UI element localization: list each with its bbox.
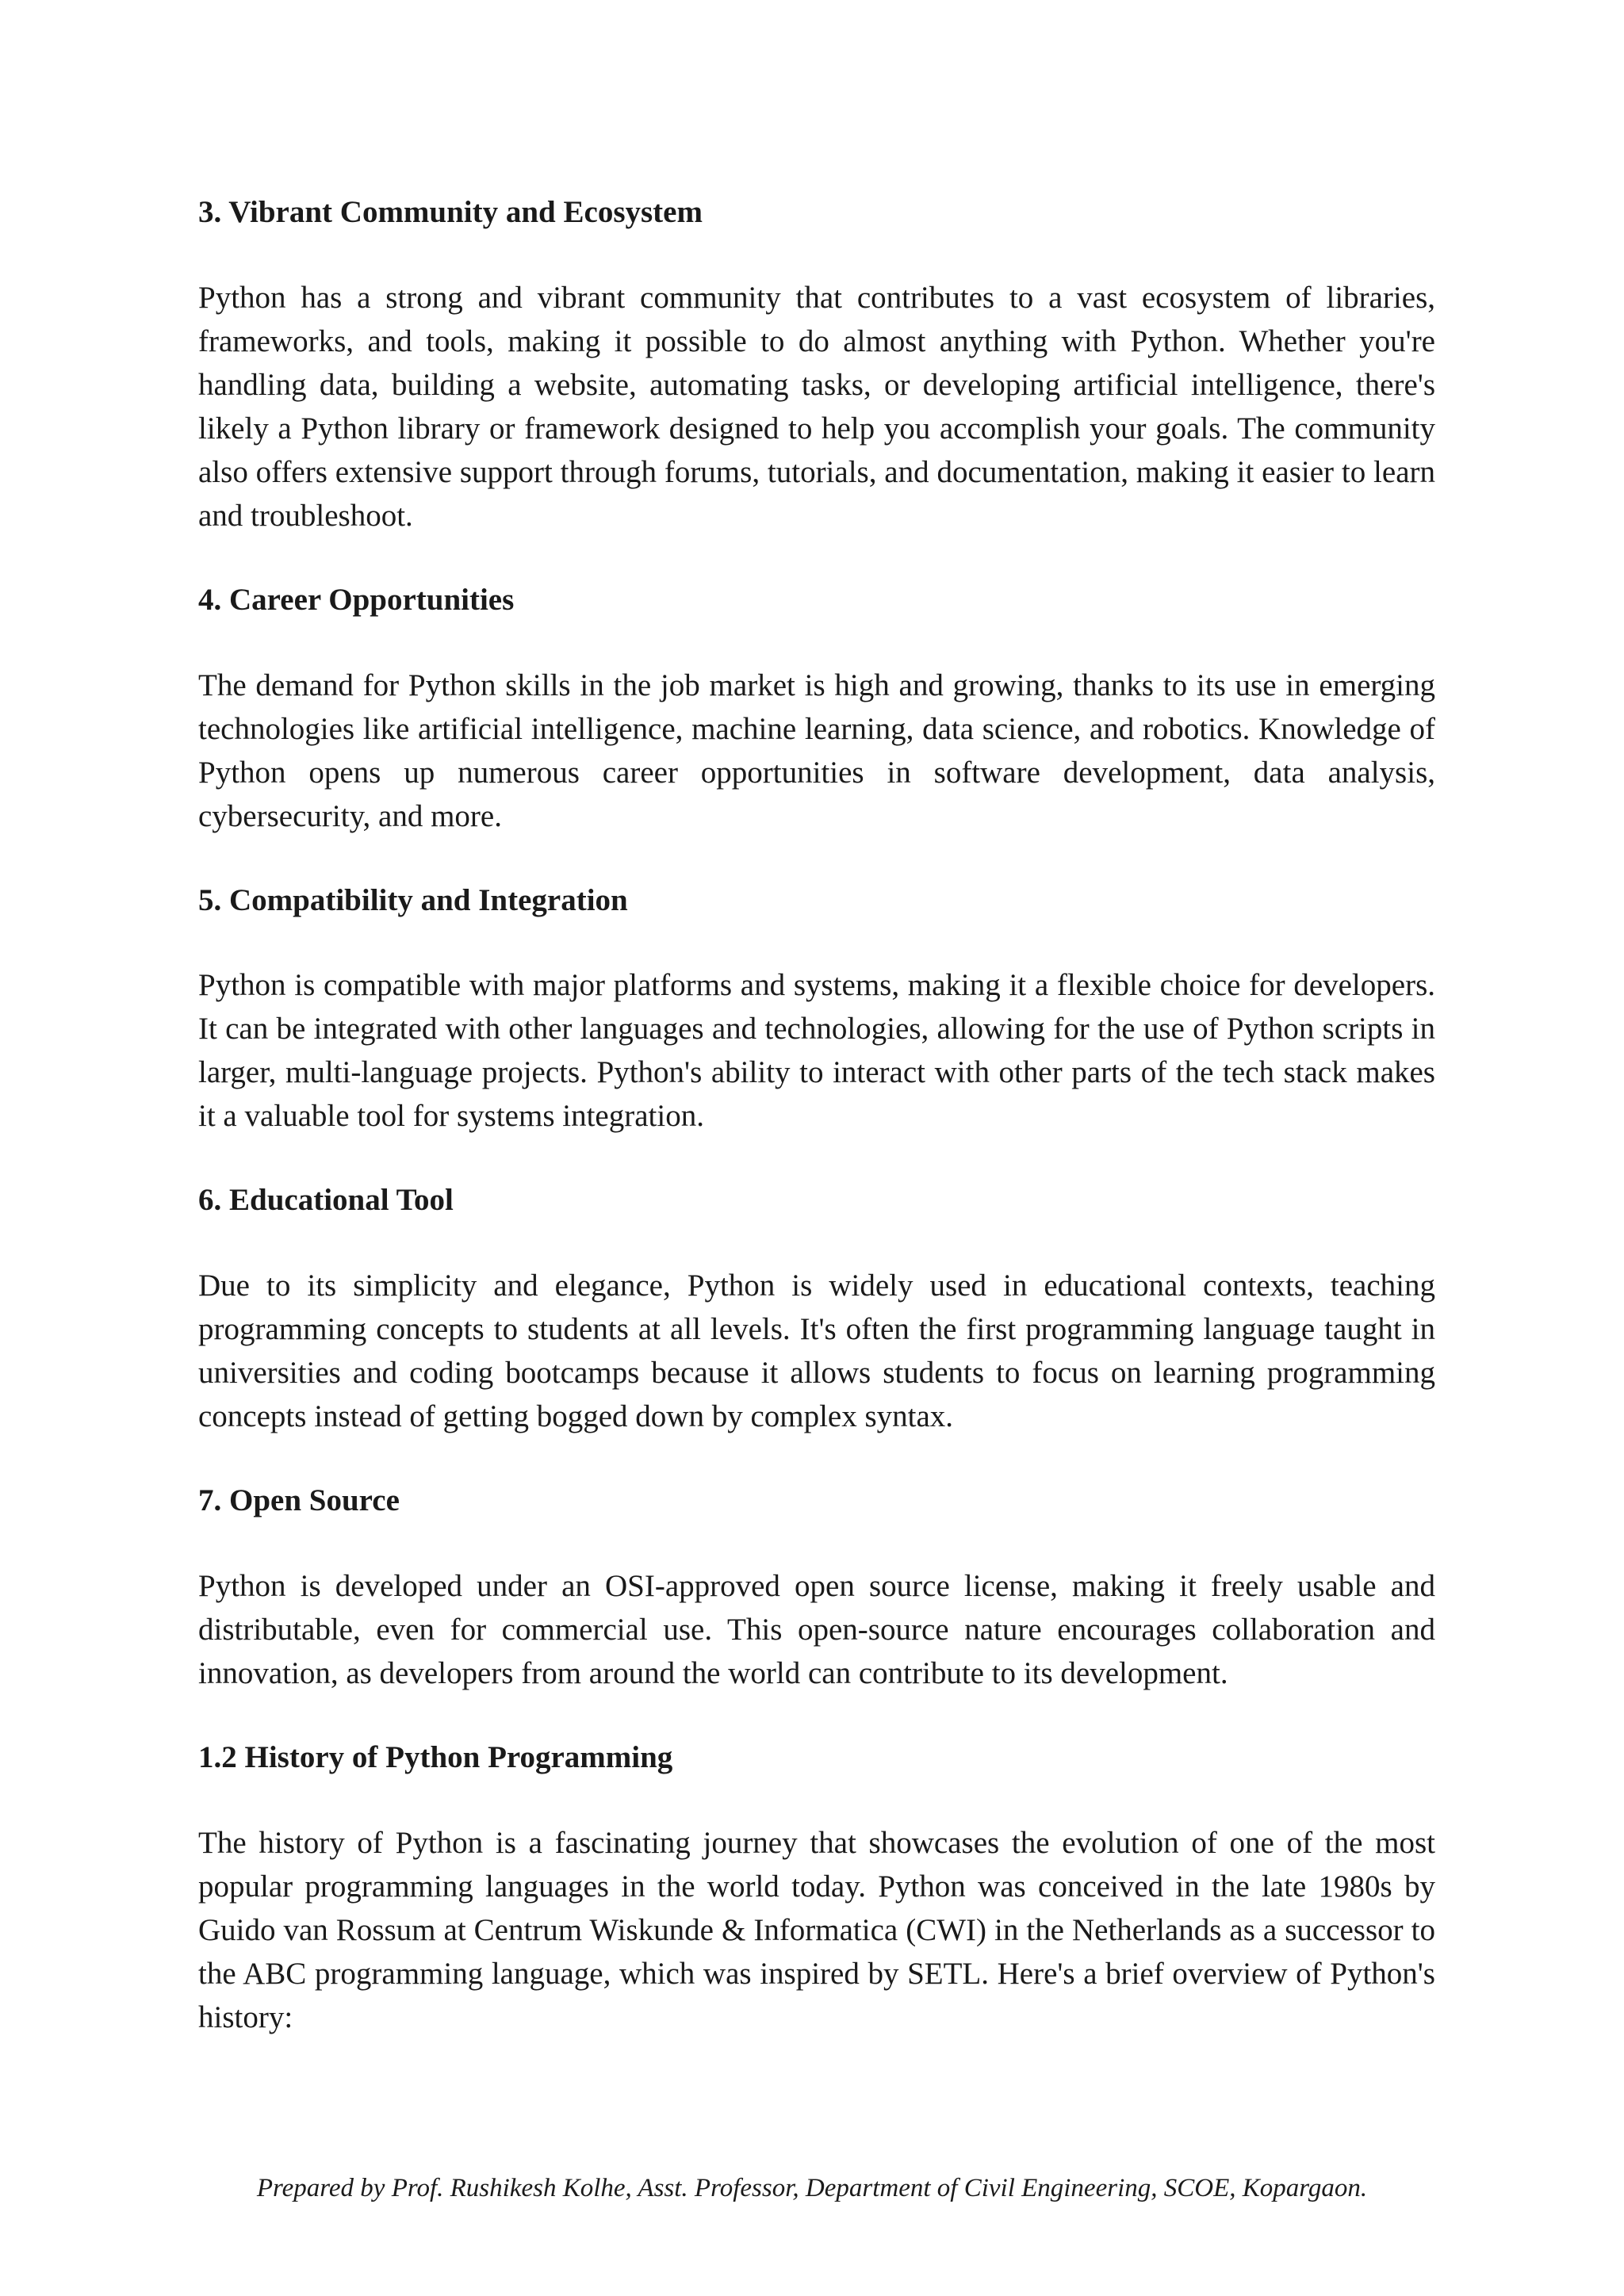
section-paragraph: Due to its simplicity and elegance, Python is widely used in educational contexts, teaching programming concepts to students at all levels. It's often the first programming language taught in universities and coding bootcamps because it allows students to focus on learning programming concepts instead of getting bogged down by complex syntax. xyxy=(198,1269,1435,1434)
section-paragraph: The history of Python is a fascinating journey that showcases the evolution of one of the most popular programming languages in the world today. Python was conceived in the late 1980s by Guido van Rossum at Centrum Wiskunde & Informatica (CWI) in the Netherlands as a successor to the ABC programming language, which was inspired by SETL. Here's a brief overview of Python's history: xyxy=(198,1825,1435,2034)
section-history-of-python xyxy=(198,1739,1435,2039)
section-career-opportunities xyxy=(198,582,1435,838)
section-paragraph: Python is compatible with major platforms and systems, making it a flexible choice for developers. It can be integrated with other languages and technologies, allowing for the use of Python scripts in larger, multi-language projects. Python's ability to interact with other parts of the tech stack makes it a valuable tool for systems integration. xyxy=(198,968,1435,1134)
section-heading: 7. Open Source xyxy=(198,1483,400,1518)
section-open-source xyxy=(198,1483,1435,1695)
section-educational-tool xyxy=(198,1182,1435,1438)
section-heading: 1.2 History of Python Programming xyxy=(198,1739,673,1774)
page-footer: Prepared by Prof. Rushikesh Kolhe, Asst. Professor, Department of Civil Engineering, SCOE, Kopargaon. xyxy=(256,2174,1368,2202)
section-vibrant-community xyxy=(198,194,1435,538)
section-heading: 3. Vibrant Community and Ecosystem xyxy=(198,195,703,229)
section-paragraph: The demand for Python skills in the job market is high and growing, thanks to its use in emerging technologies like artificial intelligence, machine learning, data science, and robotics. Knowledge of Python opens up numerous career opportunities in software development, data analysis, cybersecurity, and more. xyxy=(198,668,1435,833)
page-content xyxy=(198,194,1435,2084)
section-heading: 4. Career Opportunities xyxy=(198,582,515,617)
section-paragraph: Python is developed under an OSI-approved open source license, making it freely usable and distributable, even for commercial use. This open-source nature encourages collaboration and innovation, as developers from around the world can contribute to its development. xyxy=(198,1568,1435,1690)
section-heading: 6. Educational Tool xyxy=(198,1183,454,1218)
section-paragraph: Python has a strong and vibrant community that contributes to a vast ecosystem of libraries, frameworks, and tools, making it possible to do almost anything with Python. Whether you're handling data, building a website, automating tasks, or developing artificial intelligence, there's likely a Python library or framework designed to help you accomplish your goals. The community also offers extensive support through forums, tutorials, and documentation, making it easier to learn and troubleshoot. xyxy=(198,280,1435,533)
section-compatibility-integration xyxy=(198,882,1435,1138)
section-heading: 5. Compatibility and Integration xyxy=(198,882,628,917)
